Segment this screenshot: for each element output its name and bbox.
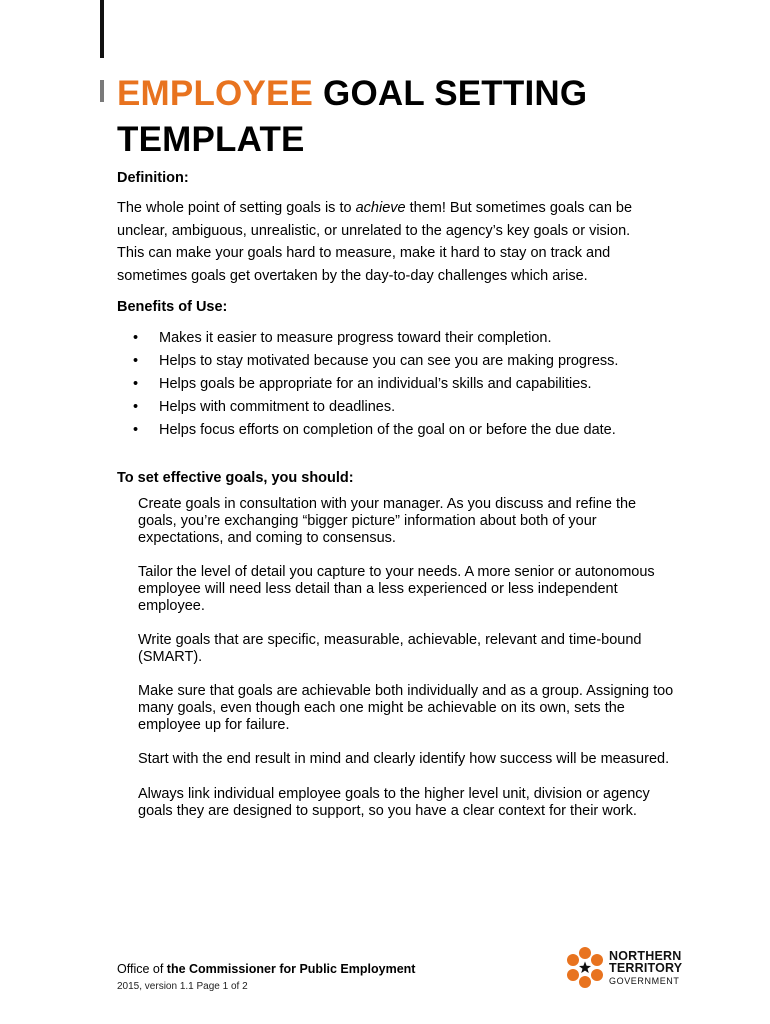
top-decorative-rule bbox=[100, 0, 104, 58]
bullet-icon: • bbox=[133, 353, 139, 369]
footer bbox=[117, 962, 415, 994]
title-rest: GOAL SETTING bbox=[313, 74, 588, 113]
definition-heading: Definition: bbox=[117, 170, 189, 186]
logo-text: NORTHERN TERRITORY GOVERNMENT bbox=[609, 949, 683, 986]
guidance-paragraph: Always link individual employee goals to the higher level unit, division or agency goals they are designed to support, so you have a clear context for their work. bbox=[138, 786, 650, 819]
bullet-icon: • bbox=[133, 376, 139, 392]
effective-goals-heading: To set effective goals, you should: bbox=[117, 470, 354, 486]
guidance-paragraph: Make sure that goals are achievable both individually and as a group. Assigning too many goals, even though each one might be achievable on its own, sets the employee up for failure. bbox=[138, 683, 674, 733]
nt-government-logo bbox=[565, 944, 695, 992]
guidance-paragraph: Write goals that are specific, measurable, achievable, relevant and time-bound (SMART). bbox=[138, 632, 642, 665]
guidance-paragraph: Start with the end result in mind and clearly identify how success will be measured. bbox=[138, 751, 670, 767]
list-item: • Helps focus efforts on completion of the goal on or before the due date. bbox=[133, 419, 618, 442]
list-item: • Helps with commitment to deadlines. bbox=[133, 396, 618, 419]
bullet-icon: • bbox=[133, 399, 139, 415]
northern-territory-flower-icon bbox=[565, 946, 605, 990]
bullet-icon: • bbox=[133, 422, 139, 438]
benefits-list bbox=[133, 327, 618, 442]
bullet-icon: • bbox=[133, 330, 139, 346]
footer-version: 2015, version 1.1 Page 1 of 2 bbox=[117, 981, 248, 992]
guidance-paragraph: Tailor the level of detail you capture to your needs. A more senior or autonomous employee will need less detail than a less experienced or less independent employee. bbox=[138, 564, 655, 614]
emphasis-achieve: achieve bbox=[355, 200, 406, 216]
benefits-heading: Benefits of Use: bbox=[117, 299, 228, 315]
list-item: • Helps goals be appropriate for an individual’s skills and capabilities. bbox=[133, 373, 618, 396]
title-accent-word: EMPLOYEE bbox=[117, 74, 314, 113]
list-item: • Makes it easier to measure progress toward their completion. bbox=[133, 327, 618, 350]
footer-office: Office of the Commissioner for Public Employment bbox=[117, 962, 416, 976]
document-title bbox=[117, 71, 587, 163]
guidance-paragraph: Create goals in consultation with your manager. As you discuss and refine the goals, you’re exchanging “bigger picture” information about both of your expectations, and coming to consensus. bbox=[138, 496, 637, 546]
definition-text: The whole point of setting goals is to achieve them! But sometimes goals can be unclear, ambiguous, unrealistic, or unrelated to the agency’s key goals or vision. This can make your goals hard to measure, make it hard to stay on track and sometimes goals get overtaken by the day-to-day challenges which arise. bbox=[117, 200, 633, 284]
list-item: • Helps to stay motivated because you can see you are making progress. bbox=[133, 350, 618, 373]
title-accent-bar bbox=[100, 80, 104, 102]
title-line-2: TEMPLATE bbox=[117, 120, 305, 159]
